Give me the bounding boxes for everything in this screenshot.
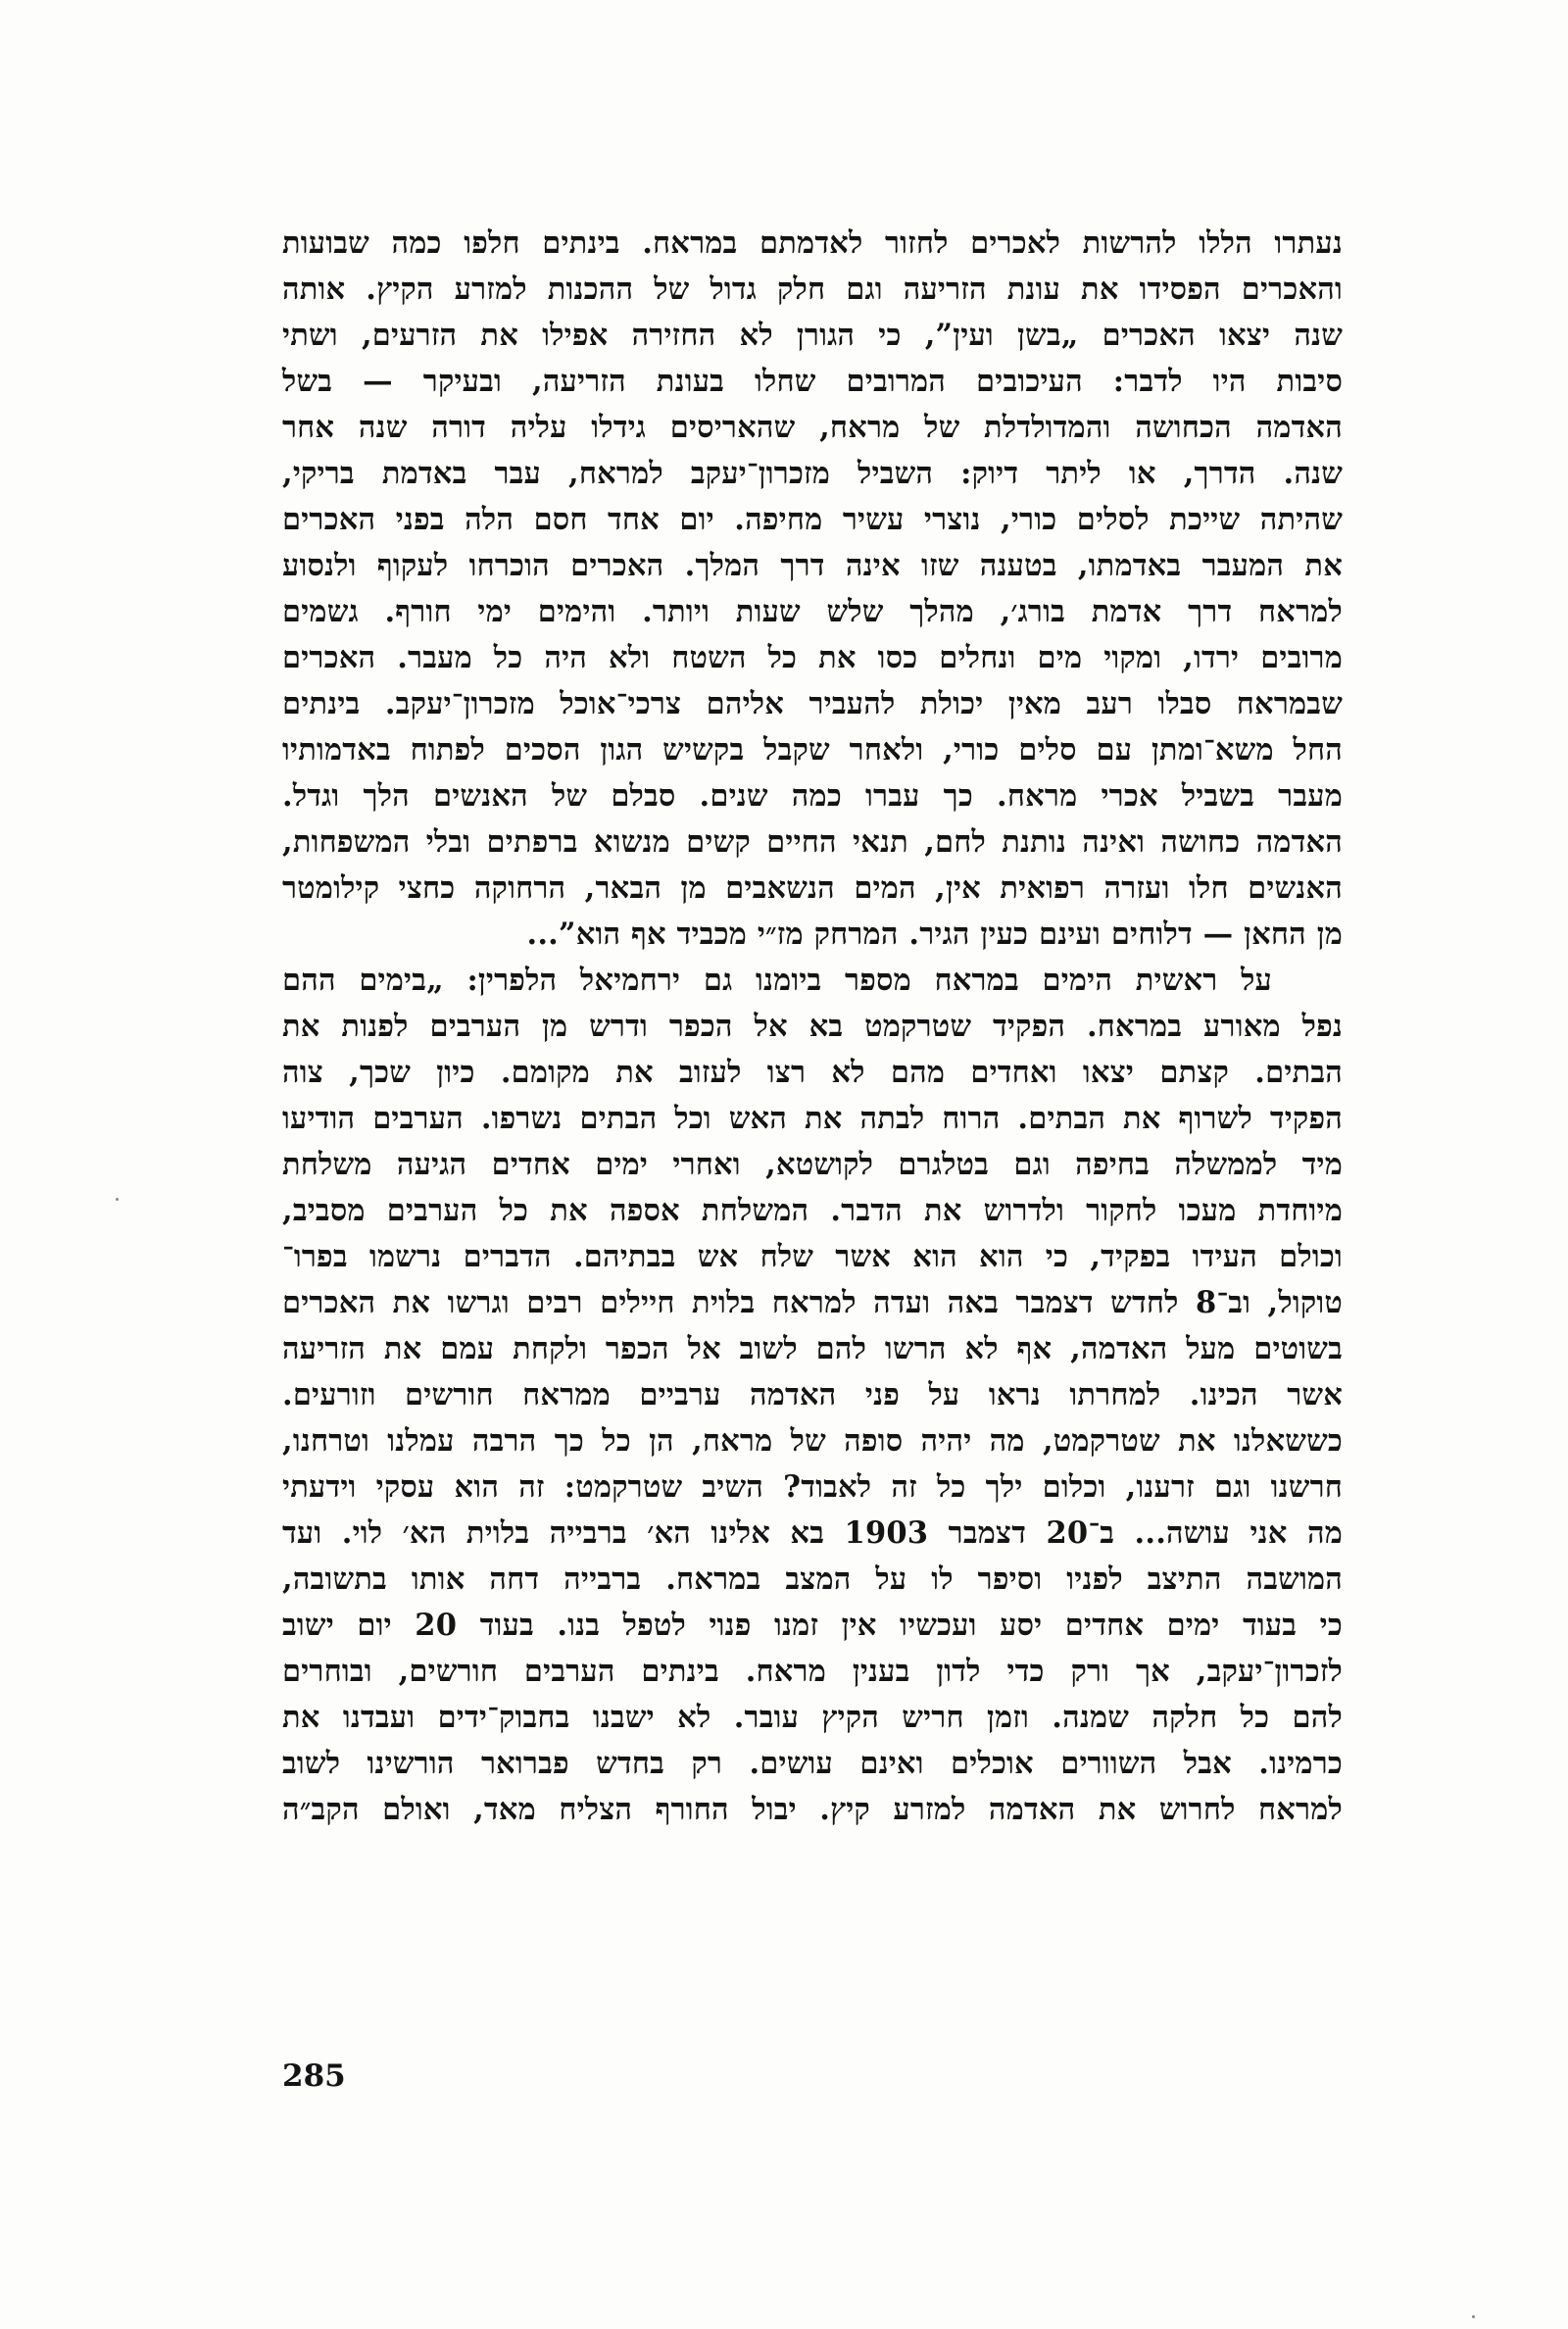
text-line: מה אני עושה... ב־20 דצמבר 1903 בא אלינו הא׳ ברבייה בלוית הא׳ לוי. ועד [282, 1515, 1343, 1551]
text-line: נפל מאורע במראח. הפקיד שטרקמט בא אל הכפר ודרש מן הערבים לפנות את [282, 1009, 1343, 1044]
text-line: אשר הכינו. למחרתו נראו על פני האדמה ערביים ממראח חורשים וזורעים. [282, 1377, 1343, 1412]
text-line: והאכרים הפסידו את עונת הזריעה וגם חלק גדול של ההכנות למזרע הקיץ. אותה [282, 272, 1343, 307]
text-line: מעבר בשביל אכרי מראח. כך עברו כמה שנים. סבלם של האנשים הלך וגדל. [282, 778, 1343, 814]
text-line: סיבות היו לדבר: העיכובים המרובים שחלו בעונת הזריעה, ובעיקר — בשל [282, 364, 1343, 399]
text-line: כי בעוד ימים אחדים יסע ועכשיו אין זמנו פנוי לטפל בנו. בעוד 20 יום ישוב [282, 1608, 1343, 1643]
text-line: האדמה הכחושה והמדולדלת של מראח, שהאריסים גידלו עליה דורה שנה אחר [282, 410, 1343, 445]
text-line: את המעבר באדמתו, בטענה שזו אינה דרך המלך. האכרים הוכרחו לעקוף ולנסוע [282, 548, 1343, 583]
scan-speck [1472, 2315, 1475, 2318]
scan-speck [116, 1198, 119, 1201]
text-line: הבתים. קצתם יצאו ואחדים מהם לא רצו לעזוב את מקומם. כיון שכך, צוה [282, 1055, 1343, 1090]
text-line: שנה. הדרך, או ליתר דיוק: השביל מזכרון־יעקב למראח, עבר באדמת בריקי, [282, 456, 1343, 491]
text-line: חרשנו וגם זרענו, וכלום ילך כל זה לאבוד? השיב שטרקמט: זה הוא עסקי וידעתי [282, 1469, 1343, 1505]
text-line: מיוחדת מעכו לחקור ולדרוש את הדבר. המשלחת אספה את כל הערבים מסביב, [282, 1193, 1343, 1228]
text-line: טוקול, וב־8 לחדש דצמבר באה ועדה למראח בלוית חיילים רבים וגרשו את האכרים [282, 1285, 1343, 1320]
text-line: מרובים ירדו, ומקוי מים ונחלים כסו את כל השטח ולא היה כל מעבר. האכרים [282, 640, 1343, 675]
text-line: להם כל חלקה שמנה. וזמן חריש הקיץ עובר. לא ישבנו בחבוק־ידים ועבדנו את [282, 1700, 1343, 1735]
text-line: החל משא־ומתן עם סלים כורי, ולאחר שקבל בקשיש הגון הסכים לפתוח באדמותיו [282, 732, 1343, 768]
page-number: 285 [282, 2058, 346, 2094]
text-line: האדמה כחושה ואינה נותנת לחם, תנאי החיים קשים מנשוא ברפתים ובלי המשפחות, [282, 824, 1343, 860]
text-line: האנשים חלו ועזרה רפואית אין, המים הנשאבים מן הבאר, הרחוקה כחצי קילומטר [282, 870, 1343, 906]
text-line-paragraph-start: על ראשית הימים במראח מספר ביומנו גם ירחמיאל הלפרין: „בימים ההם [282, 963, 1272, 998]
text-line: וכולם העידו בפקיד, כי הוא הוא אשר שלח אש בבתיהם. הדברים נרשמו בפרו־ [282, 1239, 1343, 1274]
text-line: למראח דרך אדמת בורג׳, מהלך שלש שעות ויותר. והימים ימי חורף. גשמים [282, 594, 1343, 629]
text-line: נעתרו הללו להרשות לאכרים לחזור לאדמתם במראח. בינתים חלפו כמה שבועות [282, 225, 1343, 261]
text-line: שבמראח סבלו רעב מאין יכולת להעביר אליהם צרכי־אוכל מזכרון־יעקב. בינתים [282, 686, 1343, 721]
body-text [282, 221, 1343, 1833]
text-line: המושבה התיצב לפניו וסיפר לו על המצב במראח. ברבייה דחה אותו בתשובה, [282, 1561, 1343, 1597]
text-line: כששאלנו את שטרקמט, מה יהיה סופה של מראח, הן כל כך הרבה עמלנו וטרחנו, [282, 1423, 1343, 1459]
text-line: שנה יצאו האכרים „בשן ועין”, כי הגורן לא החזירה אפילו את הזרעים, ושתי [282, 318, 1343, 353]
text-line: למראח לחרוש את האדמה למזרע קיץ. יבול החורף הצליח מאד, ואולם הקב״ה [282, 1792, 1343, 1827]
text-line: שהיתה שייכת לסלים כורי, נוצרי עשיר מחיפה. יום אחד חסם הלה בפני האכרים [282, 502, 1343, 537]
text-line: הפקיד לשרוף את הבתים. הרוח לבתה את האש וכל הבתים נשרפו. הערבים הודיעו [282, 1101, 1343, 1136]
text-line: בשוטים מעל האדמה, אף לא הרשו להם לשוב אל הכפר ולקחת עמם את הזריעה [282, 1331, 1343, 1366]
text-line: לזכרון־יעקב, אך ורק כדי לדון בענין מראח. בינתים הערבים חורשים, ובוחרים [282, 1654, 1343, 1689]
text-line-paragraph-end: מן החאן — דלוחים ועינם כעין הגיר. המרחק מז״י מכביד אף הוא”... [526, 917, 1343, 952]
text-line: מיד לממשלה בחיפה וגם בטלגרם לקושטא, ואחרי ימים אחדים הגיעה משלחת [282, 1147, 1343, 1182]
text-line: כרמינו. אבל השוורים אוכלים ואינם עושים. רק בחדש פברואר הורשינו לשוב [282, 1746, 1343, 1781]
